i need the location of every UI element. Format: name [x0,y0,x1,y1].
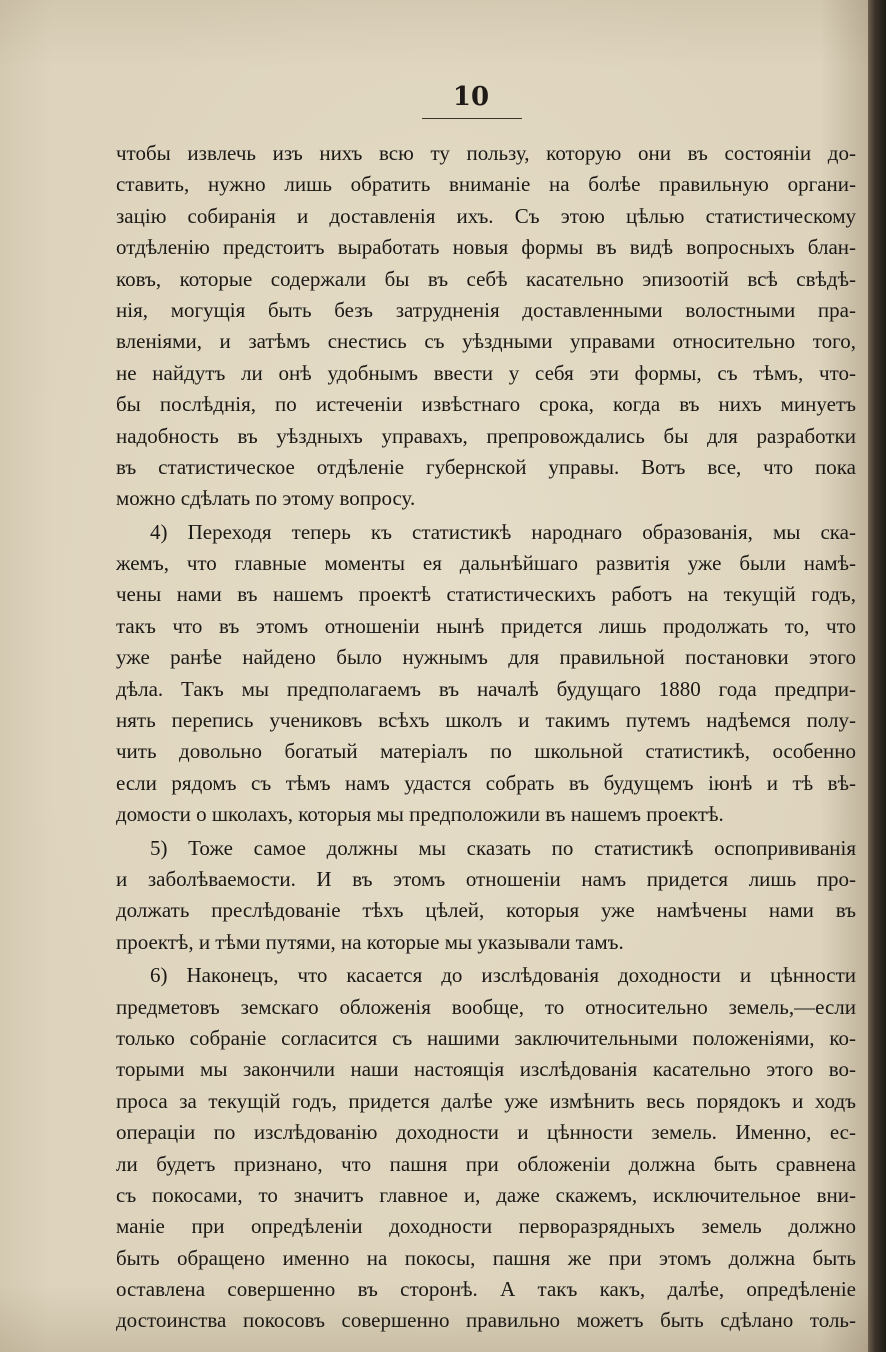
page-number: 10 [452,82,490,112]
text-line: такъ что въ этомъ отношенiи нынѣ придется лишь продолжать то, что [116,613,856,638]
paragraph-6-start: 6) Наконецъ, что касается до изслѣдованiя доходности и цѣнности [150,963,856,988]
text-line: зацiю собиранiя и доставленiя ихъ. Съ этою цѣлью статистическому [116,203,856,228]
text-line: проса за текущiй годъ, придется далѣе уже измѣнить весь порядокъ и ходъ [116,1088,856,1113]
text-line: нiя, могущiя быть безъ затрудненiя доставленными волостными пра- [116,297,856,322]
text-line: проектѣ, и тѣми путями, на которые мы указывали тамъ. [116,929,624,954]
text-line: жемъ, что главные моменты ея дальнѣйшаго развитiя уже были намѣ- [116,551,856,576]
text-line: торыми мы закончили наши настоящiя изслѣдованiя касательно этого во- [116,1057,856,1082]
text-line: предметовъ земскаго обложенiя вообще, то относительно земель,—если [116,994,856,1019]
text-line: не найдутъ ли онѣ удобнымъ ввести у себя эти формы, съ тѣмъ, что- [116,360,856,385]
book-spine-edge [868,0,886,1352]
text-line: отдѣленiю предстоитъ выработать новыя формы въ видѣ вопросныхъ блан- [116,235,856,260]
body-text [116,138,856,1337]
text-line: оставлена совершенно въ сторонѣ. А такъ какъ, далѣе, опредѣленiе [116,1277,856,1302]
paragraph-5-start: 5) Тоже самое должны мы сказать по статистикѣ оспопрививанiя [150,835,856,860]
text-line: ставить, нужно лишь обратить вниманiе на болѣе правильную органи- [116,172,856,197]
text-line: можно сдѣлать по этому вопросу. [116,486,416,511]
text-line: вленiями, и затѣмъ снестись съ уѣздными управами относительно того, [116,329,856,354]
text-line: чены нами въ нашемъ проектѣ статистическихъ работъ на текущiй годъ, [116,582,856,607]
paragraph-4-start: 4) Переходя теперь къ статистикѣ народнаго образованiя, мы ска- [150,519,856,544]
text-line: съ покосами, то значитъ главное и, даже скажемъ, исключительное вни- [116,1182,856,1207]
text-line: только собранiе согласится съ нашими заключительными положенiями, ко- [116,1025,856,1050]
text-line: надобность въ уѣздныхъ управахъ, препровождались бы для разработки [116,423,856,448]
text-line: ли будетъ признано, что пашня при обложенiи должна быть сравнена [116,1151,856,1176]
text-line: дѣла. Такъ мы предполагаемъ въ началѣ будущаго 1880 года предпри- [116,676,856,701]
text-line: бы послѣднiя, по истеченiи извѣстнаго срока, когда въ нихъ минуетъ [116,392,856,417]
text-line: чить довольно богатый матерiалъ по школьной статистикѣ, особенно [116,739,856,764]
text-line: домости о школахъ, которыя мы предположили въ нашемъ проектѣ. [116,802,724,827]
text-line: операцiи по изслѣдованiю доходности и цѣнности земель. Именно, ес- [116,1120,856,1145]
text-line: достоинства покосовъ совершенно правильно можетъ быть сдѣлано толь- [116,1308,856,1333]
text-line: быть обращено именно на покосы, пашня же при этомъ должна быть [116,1245,856,1270]
text-line: если рядомъ съ тѣмъ намъ удастся собрать въ будущемъ iюнѣ и тѣ вѣ- [116,770,856,795]
text-line: ковъ, которые содержали бы въ себѣ касательно эпизоотiй всѣ свѣдѣ- [116,266,856,291]
text-line: въ статистическое отдѣленiе губернской управы. Вотъ все, что пока [116,454,856,479]
page-number-rule [422,118,522,119]
text-line: нять перепись учениковъ всѣхъ школъ и такимъ путемъ надѣемся полу- [116,708,856,733]
text-line: уже ранѣе найдено было нужнымъ для правильной постановки этого [116,645,856,670]
text-line: манiе при опредѣленiи доходности перворазрядныхъ земель должно [116,1214,856,1239]
text-line: и заболѣваемости. И въ этомъ отношенiи намъ придется лишь про- [116,866,856,891]
text-line: должать преслѣдованiе тѣхъ цѣлей, которыя уже намѣчены нами въ [116,898,856,923]
text-line: чтобы извлечь изъ нихъ всю ту пользу, которую они въ состоянiи до- [116,141,856,165]
